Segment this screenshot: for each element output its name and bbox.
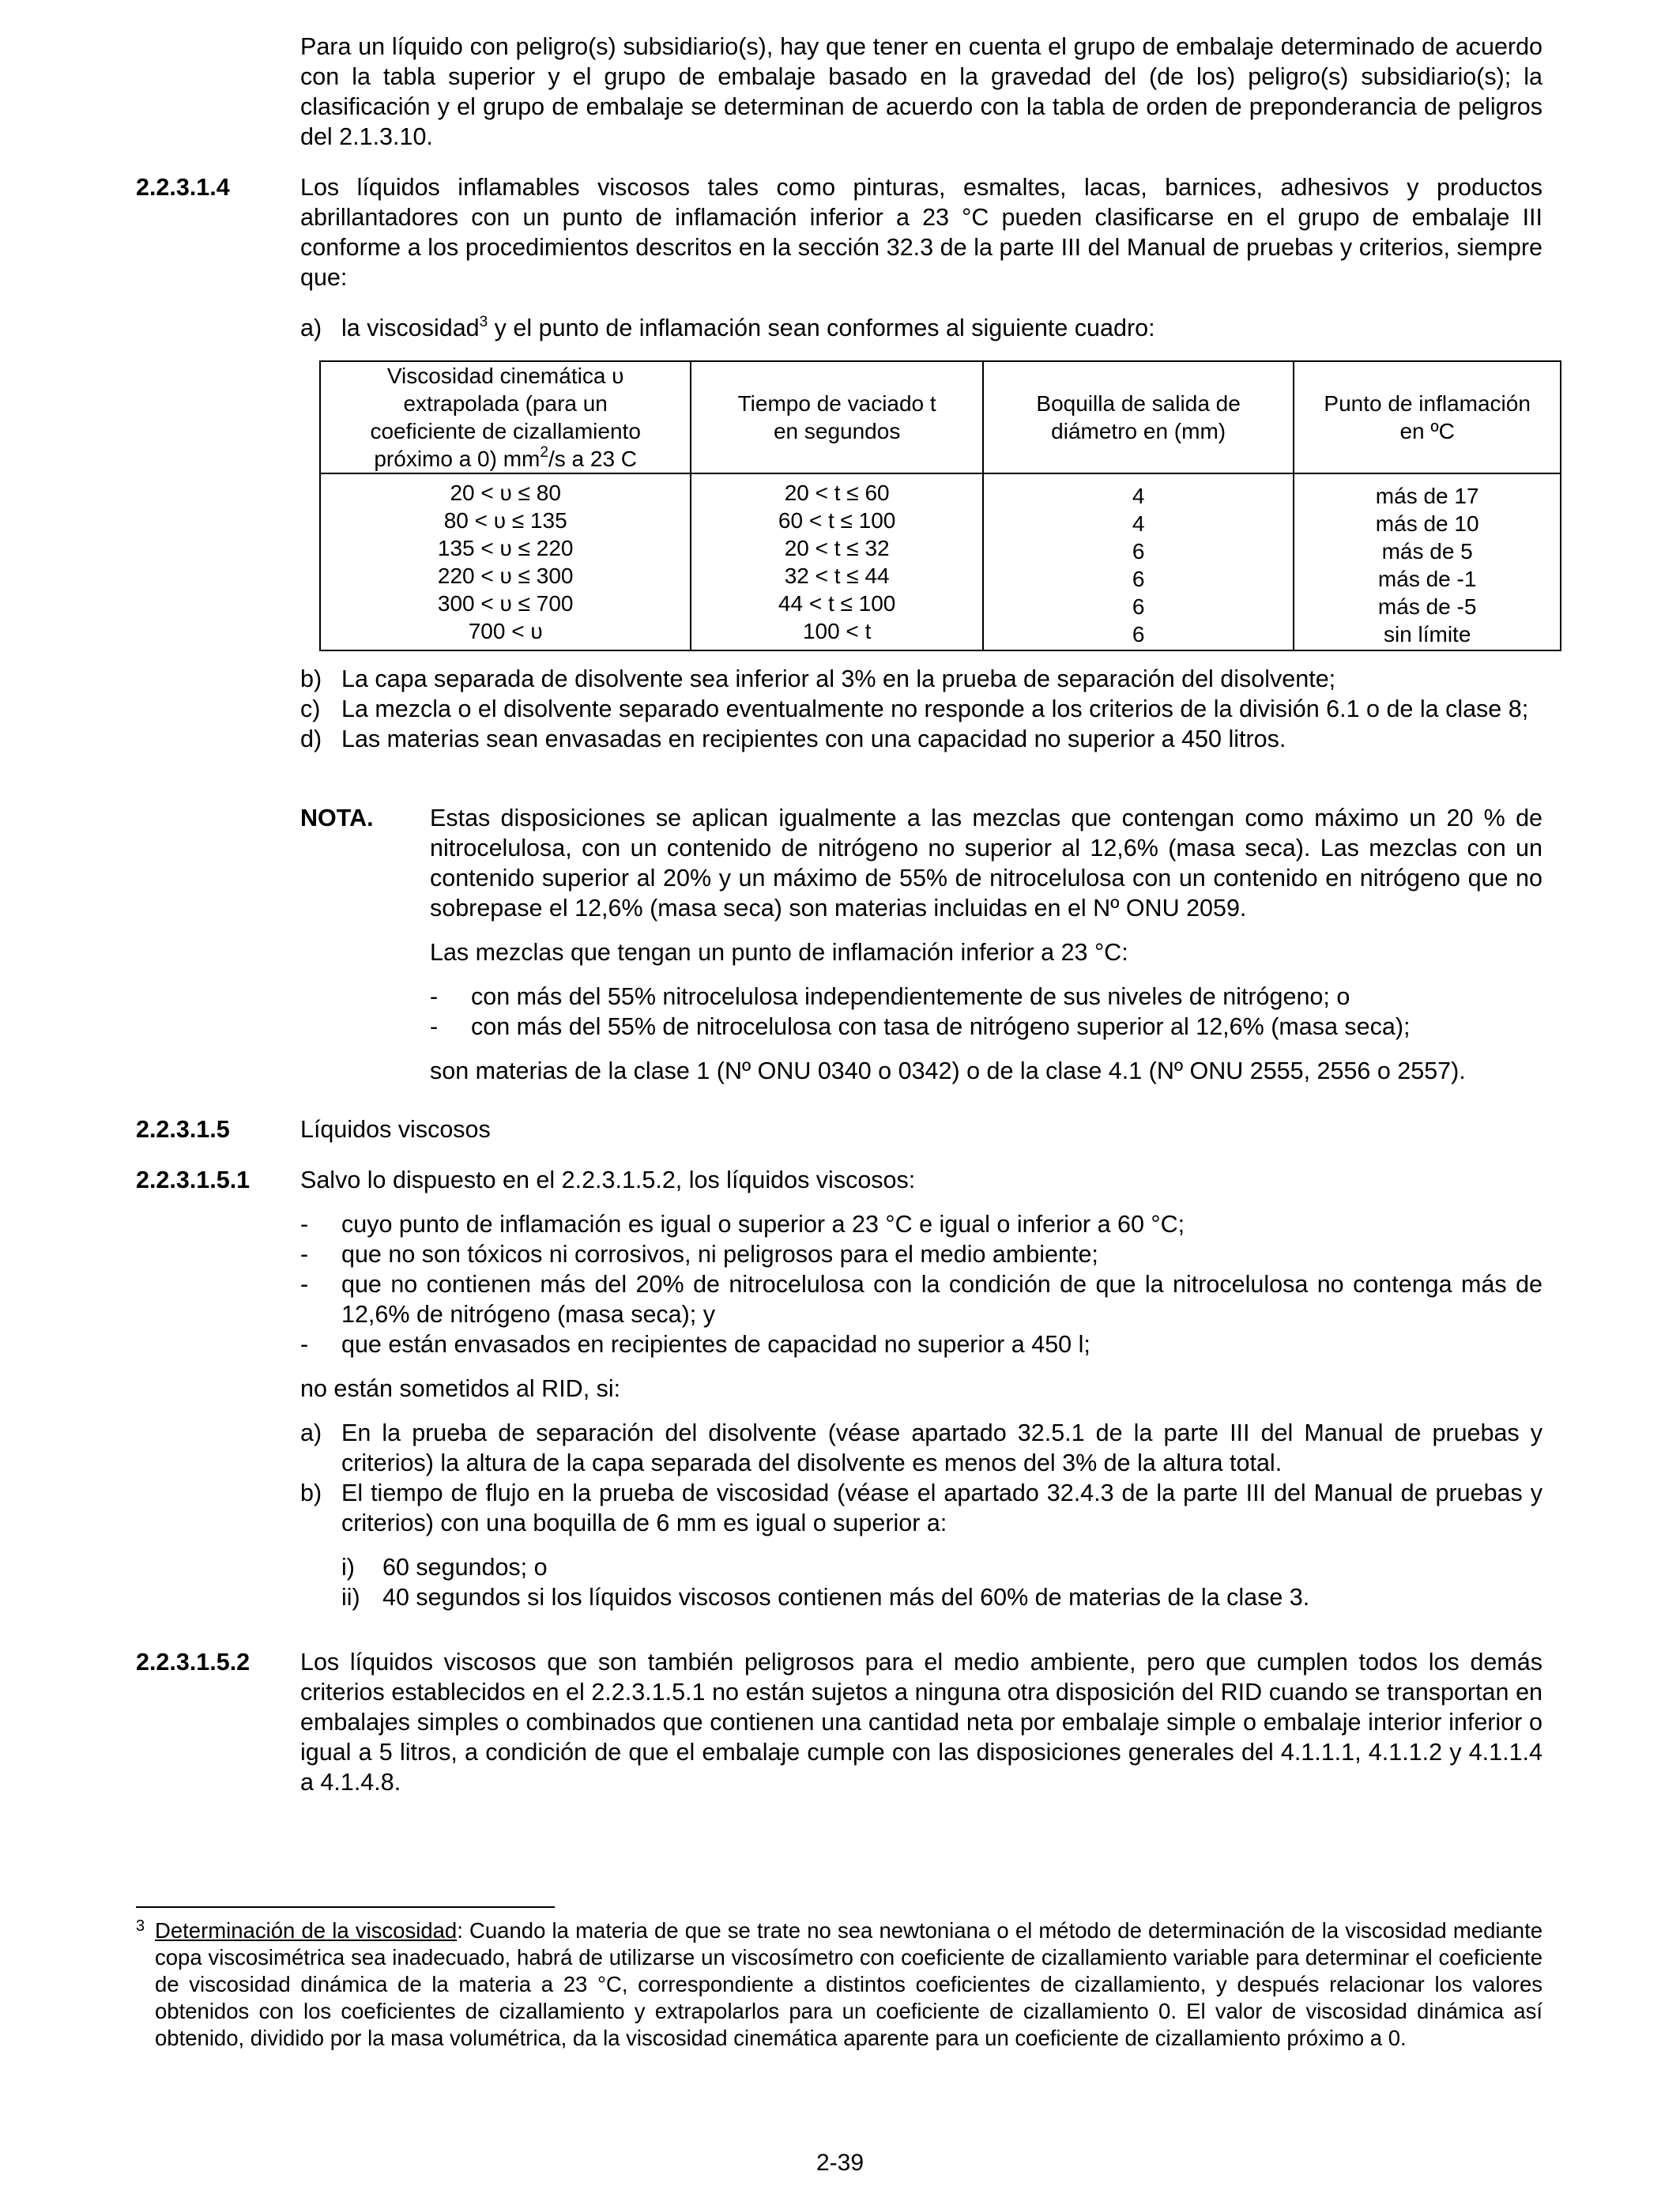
table-cell: más de 5 xyxy=(1381,539,1473,564)
table-cell: más de -5 xyxy=(1377,594,1477,619)
table-cell: 220 < υ ≤ 300 xyxy=(437,564,574,588)
header-line: Tiempo de vaciado t xyxy=(737,391,936,416)
header-line: diámetro en (mm) xyxy=(1051,419,1226,443)
dash-bullet: - xyxy=(300,1241,309,1268)
table-cell: 6 xyxy=(1132,539,1145,564)
table-cell: 135 < υ ≤ 220 xyxy=(437,536,574,560)
list-item xyxy=(300,1209,1543,1239)
item-label: b) xyxy=(300,1480,322,1506)
table-header-row xyxy=(320,361,1561,473)
table-cell: 20 < t ≤ 32 xyxy=(784,536,890,560)
item-label: i) xyxy=(341,1554,355,1581)
not-subject-text: no están sometidos al RID, si: xyxy=(300,1375,621,1402)
nota-body xyxy=(430,803,1543,1086)
section-2231-4-text: Los líquidos inflamables viscosos tales como pinturas, esmaltes, lacas, barnices, adhesivos y productos abrillantadores con un punto de inflamación inferior a 23 °C pueden clasificarse en el grupo de embalaje III conforme a los procedimientos descritos en la sección 32.3 de la parte III del Manual de pruebas y criterios, siempre que: xyxy=(300,174,1543,291)
page-number: 2-39 xyxy=(816,2150,864,2176)
header-sup: 2 xyxy=(540,444,548,461)
criteria-list xyxy=(300,1418,1543,1612)
header-flow-time xyxy=(691,361,983,473)
item-text: El tiempo de flujo en la prueba de viscosidad (véase el apartado 32.4.3 de la parte III del Manual de pruebas y criterios) con una boquilla de 6 mm es igual o superior a: xyxy=(341,1480,1543,1536)
section-number-2231-5-1: 2.2.3.1.5.1 xyxy=(136,1167,250,1193)
table-cell: 300 < υ ≤ 700 xyxy=(437,591,574,616)
nota-dash-list xyxy=(430,982,1543,1042)
header-viscosity xyxy=(320,361,691,473)
footnote-body: : Cuando la materia de que se trate no sea newtoniana o el método de determinación de la viscosidad mediante copa viscosimétrica sea inadecuado, habrá de utilizarse un viscosímetro con coeficiente de cizallamiento variable para determinar el coeficiente de viscosidad dinámica de la materia a 23 °C, correspondiente a distintos coeficientes de cizallamiento, y después relacionar los valores obtenidos con los coeficientes de cizallamiento y extrapolarlos para un coeficiente de cizallamiento 0. El valor de viscosidad dinámica así obtenido, dividido por la masa volumétrica, da la viscosidad cinemática aparente para un coeficiente de cizallamiento próximo a 0. xyxy=(155,1918,1543,2050)
header-line: próximo a 0) mm xyxy=(374,447,541,471)
header-line: /s a 23 C xyxy=(548,447,638,471)
list-item xyxy=(430,982,1543,1012)
item-a-text-pre: la viscosidad xyxy=(341,315,480,341)
header-line: Boquilla de salida de xyxy=(1036,391,1241,416)
section-2231-5-1 xyxy=(300,1165,1543,1612)
col-nozzle-values xyxy=(983,473,1294,650)
col-viscosity-values xyxy=(320,473,691,650)
list-item xyxy=(341,1552,1543,1582)
table-cell: 60 < t ≤ 100 xyxy=(778,508,896,533)
item-label: b) xyxy=(300,665,322,692)
items-bcd-list xyxy=(300,664,1543,754)
item-a-viscosity xyxy=(300,313,1584,343)
table-cell: 6 xyxy=(1132,622,1145,647)
table-cell: 32 < t ≤ 44 xyxy=(784,564,890,588)
item-text: La mezcla o el disolvente separado eventualmente no responde a los criterios de la división 6.1 o de la clase 8; xyxy=(341,696,1529,722)
item-text: Las materias sean envasadas en recipientes con una capacidad no superior a 450 litros. xyxy=(341,726,1286,752)
table-cell: 80 < υ ≤ 135 xyxy=(443,508,567,533)
table-cell: 6 xyxy=(1132,594,1145,619)
item-text: que no contienen más del 20% de nitrocelulosa con la condición de que la nitrocelulosa no contenga más de 12,6% de nitrógeno (masa seca); y xyxy=(341,1271,1543,1328)
item-text: La capa separada de disolvente sea inferior al 3% en la prueba de separación del disolvente; xyxy=(341,665,1336,692)
header-line: coeficiente de cizallamiento xyxy=(370,419,641,443)
item-text: 40 segundos si los líquidos viscosos contienen más del 60% de materias de la clase 3. xyxy=(382,1584,1310,1611)
list-item xyxy=(300,1269,1543,1329)
header-line: Viscosidad cinemática υ xyxy=(386,364,624,388)
dash-bullet: - xyxy=(300,1331,309,1358)
viscosity-table xyxy=(319,360,1561,651)
list-item xyxy=(300,664,1543,694)
table-cell: 6 xyxy=(1132,567,1145,591)
table-cell: más de -1 xyxy=(1377,567,1477,591)
nota-paragraph: Las mezclas que tengan un punto de inflamación inferior a 23 °C: xyxy=(430,939,1128,966)
list-item xyxy=(300,1418,1543,1478)
item-text: que no son tóxicos ni corrosivos, ni peligrosos para el medio ambiente; xyxy=(341,1241,1098,1268)
section-number-2231-4: 2.2.3.1.4 xyxy=(136,174,230,201)
table-cell: más de 10 xyxy=(1375,511,1479,536)
list-item xyxy=(300,724,1543,754)
footnote-text xyxy=(155,1917,1543,2052)
header-flash-point xyxy=(1294,361,1561,473)
footnote-term: Determinación de la viscosidad xyxy=(155,1918,458,1943)
item-text: con más del 55% de nitrocelulosa con tasa de nitrógeno superior al 12,6% (masa seca); xyxy=(471,1013,1411,1040)
item-text: cuyo punto de inflamación es igual o superior a 23 °C e igual o inferior a 60 °C; xyxy=(341,1211,1185,1238)
nota-label: NOTA. xyxy=(300,805,374,831)
header-line: extrapolada (para un xyxy=(403,391,608,416)
col-flow-time-values xyxy=(691,473,983,650)
list-item xyxy=(430,1012,1543,1042)
table-cell: 4 xyxy=(1132,484,1145,508)
nota-paragraph: son materias de la clase 1 (Nº ONU 0340 o 0342) o de la clase 4.1 (Nº ONU 2555, 2556 o 2557). xyxy=(430,1057,1466,1084)
dash-bullet: - xyxy=(430,983,439,1010)
item-text: que están envasados en recipientes de capacidad no superior a 450 l; xyxy=(341,1331,1090,1358)
footnote xyxy=(136,1917,1543,2052)
dash-bullet: - xyxy=(300,1271,309,1298)
section-number-2231-5: 2.2.3.1.5 xyxy=(136,1116,230,1143)
section-intro: Salvo lo dispuesto en el 2.2.3.1.5.2, los líquidos viscosos: xyxy=(300,1167,916,1193)
list-item xyxy=(300,1478,1543,1538)
table-cell: sin límite xyxy=(1383,622,1471,647)
table-cell: 100 < t xyxy=(802,619,872,643)
intro-paragraph: Para un líquido con peligro(s) subsidiario(s), hay que tener en cuenta el grupo de embalaje determinado de acuerdo con la tabla superior y el grupo de embalaje basado en la gravedad del (de los) peligro(s) subsidiario(s); la clasificación y el grupo de embalaje se determinan de acuerdo con la tabla de orden de preponderancia de peligros del 2.1.3.10. xyxy=(300,33,1543,150)
header-line: Punto de inflamación xyxy=(1324,391,1531,416)
item-label: a) xyxy=(300,315,322,341)
table-cell: 4 xyxy=(1132,511,1145,536)
item-label: a) xyxy=(300,1419,322,1446)
item-text: En la prueba de separación del disolvente (véase apartado 32.5.1 de la parte III del Manual de pruebas y criterios) la altura de la capa separada del disolvente es menos del 3% de la altura total. xyxy=(341,1419,1543,1476)
section-2231-5-2-text: Los líquidos viscosos que son también peligrosos para el medio ambiente, pero que cumplen todos los demás criterios establecidos en el 2.2.3.1.5.1 no están sujetos a ninguna otra disposición del RID cuando se transportan en embalajes simples o combinados que contienen una cantidad neta por embalaje simple o embalaje interior inferior o igual a 5 litros, a condición de que el embalaje cumple con las disposiciones generales del 4.1.1.1, 4.1.1.2 y 4.1.1.4 a 4.1.4.8. xyxy=(300,1649,1543,1796)
item-label: c) xyxy=(300,696,321,722)
dash-bullet: - xyxy=(430,1013,439,1040)
header-line: en segundos xyxy=(773,419,901,443)
item-label: ii) xyxy=(341,1584,360,1611)
table-cell: 44 < t ≤ 100 xyxy=(778,591,896,616)
table-cell: más de 17 xyxy=(1375,484,1479,508)
table-cell: 20 < t ≤ 60 xyxy=(784,481,890,505)
header-nozzle xyxy=(983,361,1294,473)
table-cell: 700 < υ xyxy=(468,619,543,643)
conditions-dash-list xyxy=(300,1209,1543,1359)
footnote-ref[interactable]: 3 xyxy=(479,314,488,330)
item-label: d) xyxy=(300,726,322,752)
sub-criteria-list xyxy=(300,1552,1543,1612)
list-item xyxy=(300,694,1543,724)
item-text: 60 segundos; o xyxy=(382,1554,548,1581)
table-body-row xyxy=(320,473,1561,650)
header-line: en ºC xyxy=(1399,419,1455,443)
footnote-mark: 3 xyxy=(136,1917,145,1935)
list-item xyxy=(300,1239,1543,1269)
item-text: con más del 55% nitrocelulosa independientemente de sus niveles de nitrógeno; o xyxy=(471,983,1350,1010)
dash-bullet: - xyxy=(300,1211,309,1238)
list-item xyxy=(300,1329,1543,1359)
footnote-divider xyxy=(136,1906,555,1908)
list-item xyxy=(341,1582,1543,1612)
section-2231-5-title: Líquidos viscosos xyxy=(300,1116,491,1143)
table-cell: 20 < υ ≤ 80 xyxy=(450,481,561,505)
nota-paragraph: Estas disposiciones se aplican igualmente a las mezclas que contengan como máximo un 20 % de nitrocelulosa, con un contenido de nitrógeno no superior al 12,6% (masa seca). Las mezclas con un contenido superior al 20% y un máximo de 55% de nitrocelulosa con un contenido en nitrógeno que no sobrepase el 12,6% (masa seca) son materias incluidas en el Nº ONU 2059. xyxy=(430,805,1543,922)
col-flash-point-values xyxy=(1294,473,1561,650)
item-a-text-post: y el punto de inflamación sean conformes al siguiente cuadro: xyxy=(488,315,1155,341)
section-number-2231-5-2: 2.2.3.1.5.2 xyxy=(136,1649,250,1676)
